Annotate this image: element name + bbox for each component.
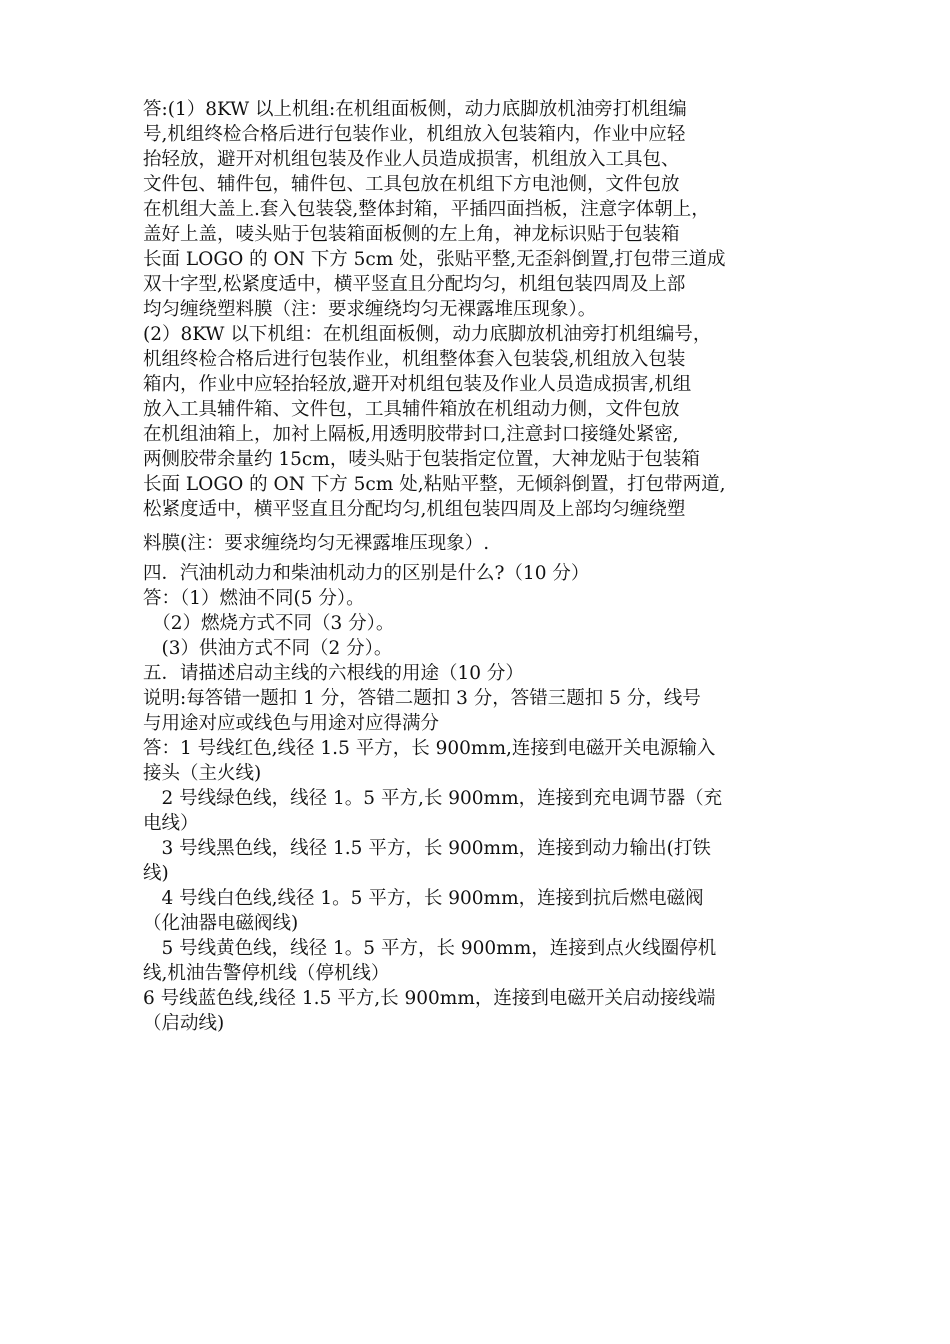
text-line: 松紧度适中，横平竖直且分配均匀,机组包装四周及上部均匀缠绕塑 [143,499,686,520]
answer-line: 4 号线白色线,线径 1。5 平方，长 900mm，连接到抗后燃电磁阀 [143,888,704,909]
text-line: 盖好上盖，唛头贴于包装箱面板侧的左上角，神龙标识贴于包装箱 [143,224,680,245]
text-line: 双十字型,松紧度适中，横平竖直且分配均匀，机组包装四周及上部 [143,274,686,295]
text-line: 放入工具辅件箱、文件包，工具辅件箱放在机组动力侧，文件包放 [143,399,680,420]
text-line: 长面 LOGO 的 ON 下方 5cm 处，张贴平整,无歪斜倒置,打包带三道成 [143,249,726,270]
text-line: 文件包、辅件包，辅件包、工具包放在机组下方电池侧，文件包放 [143,174,680,195]
answer-line: （启动线) [143,1013,225,1034]
text-line: 两侧胶带余量约 15cm，唛头贴于包装指定位置，大神龙贴于包装箱 [143,449,700,470]
text-line: 机组终检合格后进行包装作业，机组整体套入包装袋,机组放入包装 [143,349,686,370]
text-line: 抬轻放，避开对机组包装及作业人员造成损害，机组放入工具包、 [143,149,680,170]
document-page [143,97,815,1036]
answer-line: 2 号线绿色线，线径 1。5 平方,长 900mm，连接到充电调节器（充 [143,788,723,809]
answer-line: (3）供油方式不同（2 分）。 [143,638,393,659]
text-line: 均匀缠绕塑料膜（注：要求缠绕均匀无裸露堆压现象）。 [143,299,597,320]
answer-line: 6 号线蓝色线,线径 1.5 平方,长 900mm，连接到电磁开关启动接线端 [143,988,716,1009]
text-line: 箱内，作业中应轻抬轻放,避开对机组包装及作业人员造成损害,机组 [143,374,692,395]
text-line: 料膜(注：要求缠绕均匀无裸露堆压现象）. [143,533,490,554]
answer-line: 接头（主火线) [143,763,262,784]
section-4 [143,561,815,661]
answer-line: 3 号线黑色线，线径 1.5 平方，长 900mm，连接到动力输出(打铁 [143,838,711,859]
answer-block-1 [143,97,815,556]
answer-line: 线,机油告警停机线（停机线） [143,963,390,984]
answer-line: 答：（1）燃油不同(5 分）。 [143,588,365,609]
text-line: 在机组大盖上.套入包装袋,整体封箱，平插四面挡板，注意字体朝上， [143,199,710,220]
answer-line: （化油器电磁阀线) [143,913,299,934]
answer-line: 答：1 号线红色,线径 1.5 平方，长 900mm,连接到电磁开关电源输入 [143,738,716,759]
answer-line: （2）燃烧方式不同（3 分）。 [143,613,395,634]
question-heading: 四．汽油机动力和柴油机动力的区别是什么?（10 分） [143,563,590,584]
instruction-line: 说明:每答错一题扣 1 分，答错二题扣 3 分，答错三题扣 5 分，线号 [143,688,701,709]
text-line: 在机组油箱上，加衬上隔板,用透明胶带封口,注意封口接缝处紧密, [143,424,679,445]
question-heading: 五．请描述启动主线的六根线的用途（10 分） [143,663,524,684]
instruction-line: 与用途对应或线色与用途对应得满分 [143,713,440,734]
answer-line: 线) [143,863,169,884]
text-line: 长面 LOGO 的 ON 下方 5cm 处,粘贴平整，无倾斜倒置，打包带两道, [143,474,726,495]
text-line: 号,机组终检合格后进行包装作业，机组放入包装箱内，作业中应轻 [143,124,686,145]
section-5 [143,661,815,1036]
text-line: 答:(1）8KW 以上机组:在机组面板侧，动力底脚放机油旁打机组编 [143,99,687,120]
answer-line: 5 号线黄色线，线径 1。5 平方，长 900mm，连接到点火线圈停机 [143,938,717,959]
answer-line: 电线） [143,813,199,834]
text-line: (2）8KW 以下机组：在机组面板侧，动力底脚放机油旁打机组编号， [143,324,712,345]
